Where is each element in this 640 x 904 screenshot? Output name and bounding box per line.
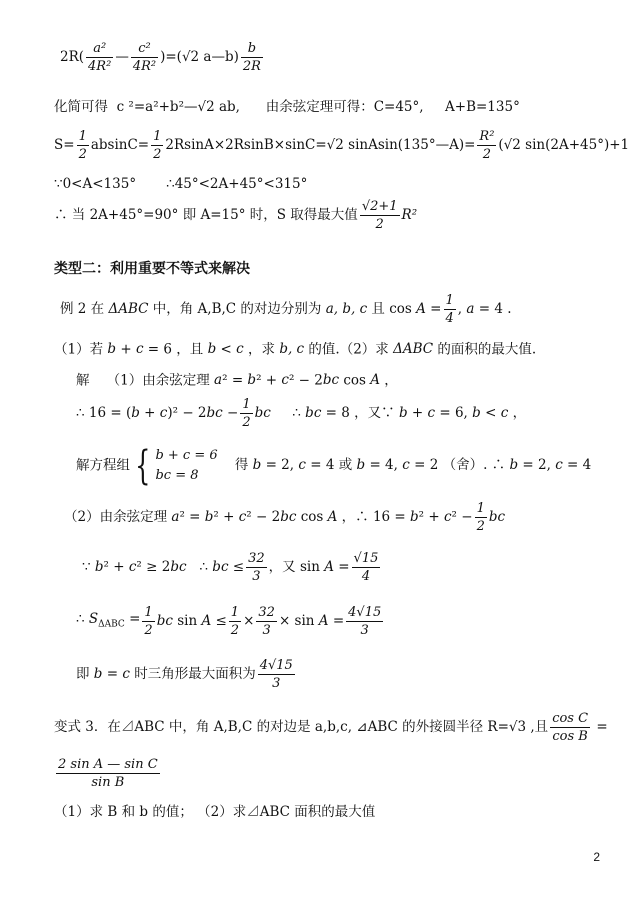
solution-step-5: ∵ b² + c² ≥ 2bc ∴ bc ≤ $\frac{32}{3}$ ，又 sin A = $\frac{√15}{4}$	[82, 551, 379, 584]
solution-step-3: 解方程组 { b + c = 6 bc = 8 得 b = 2, c = 4 或 b = 4, c = 2 （舍）. ∴ b = 2, c = 4	[76, 443, 592, 489]
example-2-statement: 例 2 在 ΔABC 中，角 A,B,C 的对边分别为 a, b, c 且 cos A = $\frac{1}{4}$ , a = 4 .	[60, 293, 512, 326]
solution-conclusion: 即 b = c 时三角形最大面积为 $\frac{4√15}{3}$	[76, 658, 293, 691]
area-expression-line: S= $\frac{1}{2}$ absinC= $\frac{1}{2}$ 2RsinA×2RsinB×sinC=√2 sinAsin(135°—A)= $\frac{\text{R²}}{2}$ (√2 sin(2A+45°)+1	[54, 129, 630, 162]
question-line: （1）若 b + c = 6 ，且 b < c ，求 b, c 的值.（2）求 ΔABC 的面积的最大值.	[54, 341, 537, 358]
solution-step-6: ∴ $S_{\Delta ABC}$ = $\frac{1}{2}$ bc sin A ≤ $\frac{1}{2}$ × $\frac{32}{3}$ × sin A = $\frac{4√15}{3}$	[76, 605, 382, 638]
angle-range-line: ∵0<A<135° ∴45°<2A+45°<315°	[54, 176, 308, 192]
variant-3-statement: 变式 3．在⊿ABC 中，角 A,B,C 的对边是 a,b,c, ⊿ABC 的外接圆半径 R=√3 ,且 $\frac{\text{cos C}}{\text{cos B}}$ =	[54, 711, 608, 744]
solution-step-1: 解 （1）由余弦定理 a² = b² + c² − 2bc cos A ，	[76, 372, 398, 389]
page-number: 2	[593, 850, 600, 864]
section-heading: 类型二：利用重要不等式来解决	[54, 261, 250, 277]
variant-3-fraction: $\frac{\text{2 sin A — sin C}}{\text{sin B}}$	[58, 757, 158, 790]
max-value-line: ∴ 当 2A+45°=90° 即 A=15° 时，S 取得最大值 $\frac{√2+1}{2}$ R²	[54, 199, 418, 232]
equation-line-1: 2R( $\frac{\text{a²}}{\text{4R²}}$ — $\frac{\text{c²}}{\text{4R²}}$ )=(√2 a—b) $\frac{b}{2R}$	[60, 41, 261, 74]
simplification-line: 化简可得 c ²=a²+b²—√2 ab, 由余弦定理可得：C=45°, A+B=135°	[54, 99, 520, 115]
variant-3-questions: （1）求 B 和 b 的值； （2）求⊿ABC 面积的最大值	[54, 804, 376, 820]
solution-step-4: （2）由余弦定理 a² = b² + c² − 2bc cos A ，∴ 16 = b² + c² − $\frac{1}{2}$ bc	[64, 501, 506, 534]
solution-step-2: ∴ 16 = (b + c)² − 2bc − $\frac{1}{2}$ bc ∴ bc = 8 ，又∵ b + c = 6, b < c ，	[76, 397, 527, 430]
